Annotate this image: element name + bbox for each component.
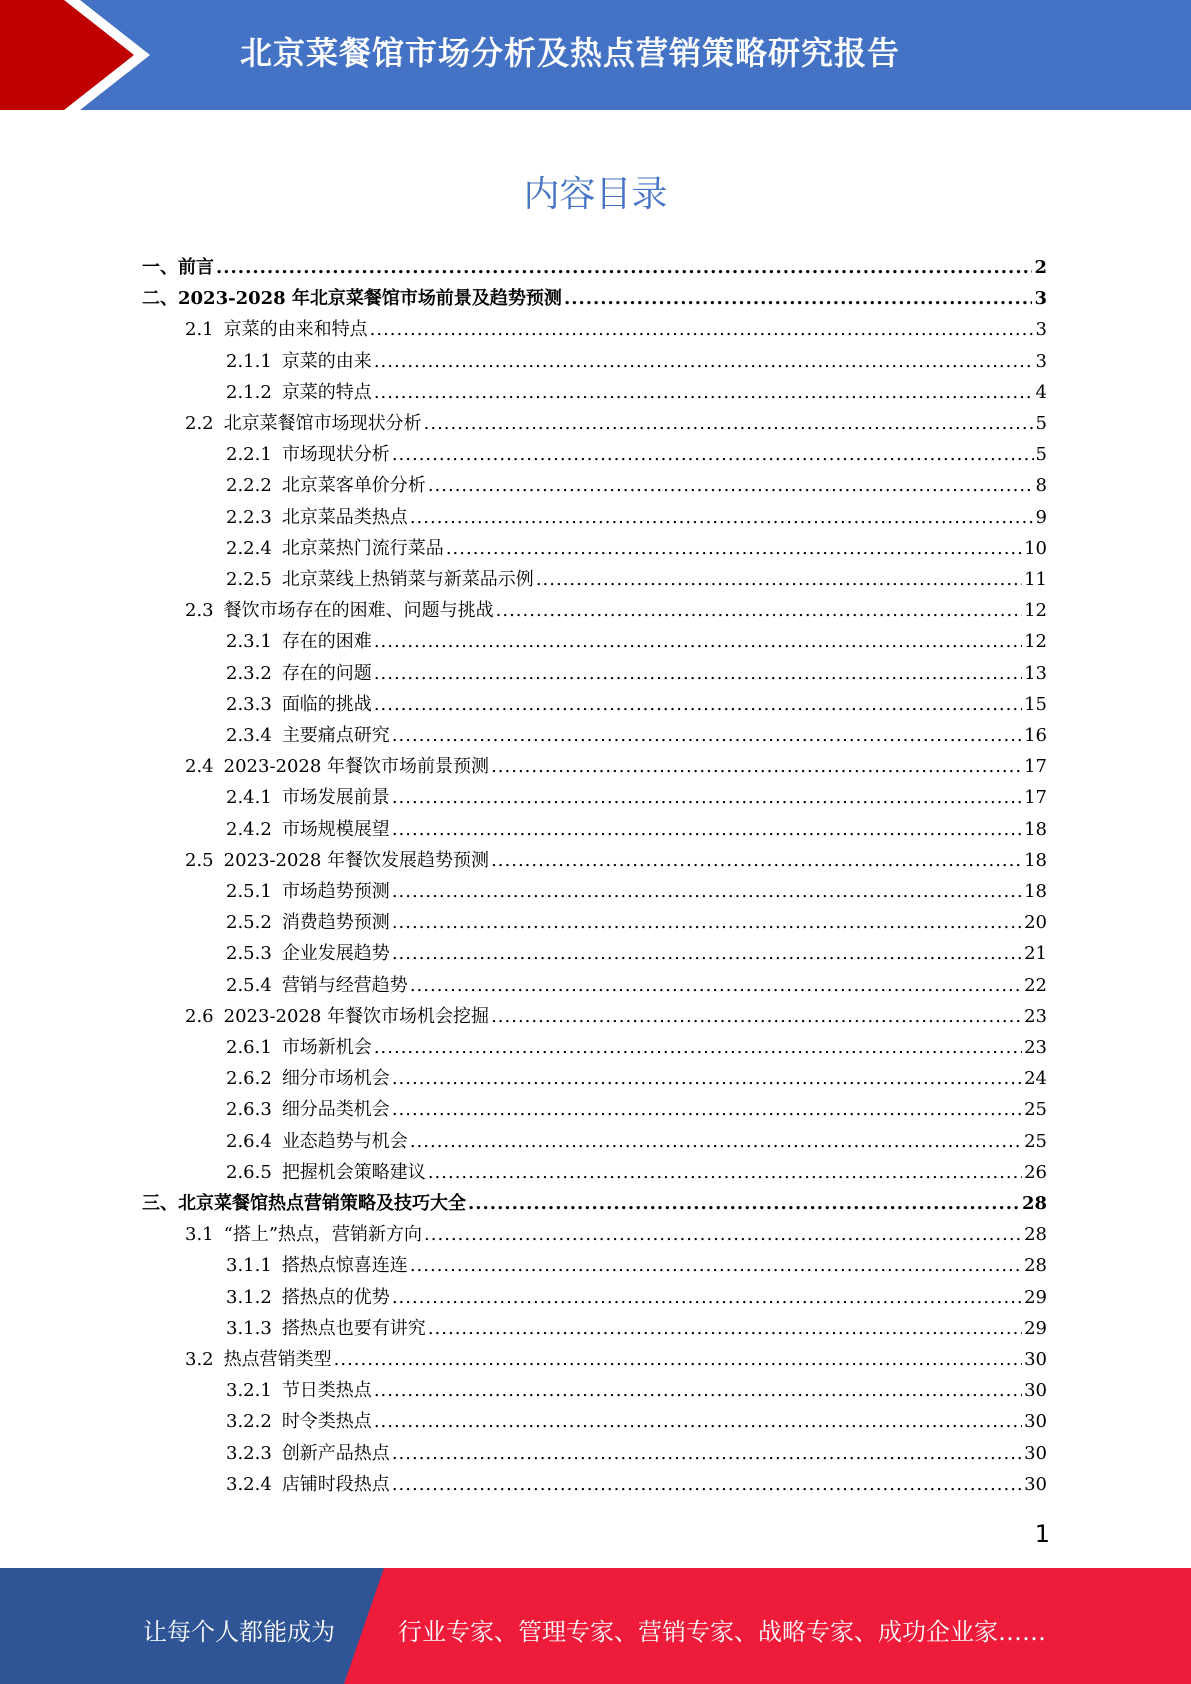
toc-entry[interactable] [185, 846, 1047, 877]
toc-entry-number: 2.5.1 [226, 881, 272, 902]
toc-entry[interactable] [142, 253, 1047, 284]
toc-dot-leader [428, 475, 1034, 496]
toc-entry-page: 3 [1035, 319, 1047, 341]
toc-dot-leader [468, 1193, 1020, 1214]
toc-entry-number: 3.1.3 [226, 1317, 272, 1339]
toc-entry-number: 三、 [142, 1193, 178, 1214]
toc-entry-number: 一、 [142, 257, 178, 278]
toc-entry-title: 创新产品热点 [281, 1442, 390, 1464]
toc-entry-title: 时令类热点 [281, 1411, 372, 1433]
toc-entry[interactable] [226, 627, 1047, 658]
toc-dot-leader [216, 257, 1032, 278]
toc-dot-leader [374, 1037, 1022, 1058]
toc-entry-page: 11 [1024, 569, 1047, 590]
toc-entry-page: 5 [1035, 413, 1047, 434]
toc-entry[interactable] [226, 939, 1047, 970]
toc-entry-title: 2023-2028 年餐饮市场前景预测 [223, 756, 490, 778]
toc-entry-number: 2.3.2 [226, 662, 272, 684]
toc-entry-title: 京菜的由来 [281, 350, 372, 372]
toc-entry-page: 3 [1034, 288, 1047, 310]
toc-entry-page: 30 [1024, 1473, 1047, 1495]
toc-dot-leader [496, 600, 1022, 621]
toc-dot-leader [392, 1287, 1022, 1308]
toc-entry-title: 搭热点的优势 [281, 1286, 390, 1308]
toc-dot-leader [491, 1006, 1022, 1027]
toc-entry-page: 17 [1024, 787, 1047, 809]
toc-entry[interactable] [226, 1251, 1047, 1282]
report-title: 北京菜餐馆市场分析及热点营销策略研究报告 [240, 34, 901, 72]
toc-entry-number: 2.4.2 [226, 818, 272, 840]
page-number: 1 [1034, 1520, 1050, 1548]
toc-entry-page: 24 [1024, 1068, 1047, 1090]
toc-heading: 内容目录 [523, 174, 668, 215]
toc-dot-leader [392, 881, 1022, 902]
toc-entry[interactable] [226, 1095, 1047, 1126]
toc-entry[interactable] [226, 534, 1047, 565]
header-arrow-icon [0, 0, 160, 110]
toc-entry[interactable] [185, 315, 1047, 346]
toc-entry-number: 二、 [142, 288, 178, 310]
toc-dot-leader [564, 288, 1033, 309]
toc-entry-number: 2.6.3 [226, 1099, 272, 1121]
toc-entry-title: 北京菜热门流行菜品 [281, 537, 444, 559]
toc-entry-page: 5 [1035, 444, 1047, 466]
toc-entry[interactable] [226, 815, 1047, 846]
toc-entry-page: 3 [1035, 350, 1047, 372]
toc-entry-title: 前言 [178, 257, 214, 278]
toc-entry-number: 2.4.1 [226, 787, 272, 809]
toc-entry-page: 15 [1024, 693, 1047, 715]
toc-entry-page: 21 [1024, 943, 1047, 965]
toc-entry-number: 3.2.4 [226, 1473, 272, 1495]
toc-entry-title: 营销与经营趋势 [281, 974, 408, 996]
toc-entry[interactable] [185, 1345, 1047, 1376]
toc-entry-number: 3.1.2 [226, 1286, 272, 1308]
toc-entry[interactable] [226, 659, 1047, 690]
toc-dot-leader [491, 850, 1022, 871]
toc-entry-number: 2.6.4 [226, 1130, 272, 1152]
toc-entry-title: 市场现状分析 [281, 444, 390, 466]
toc-entry-number: 3.2.2 [226, 1411, 272, 1433]
toc-entry-number: 3.1 [185, 1224, 214, 1246]
toc-entry-number: 2.6.1 [226, 1037, 272, 1058]
toc-entry-title: 存在的困难 [281, 631, 372, 653]
toc-entry-page: 29 [1024, 1317, 1047, 1339]
toc-entry-number: 2.1 [185, 319, 214, 341]
toc-entry-title: 把握机会策略建议 [281, 1161, 426, 1183]
toc-entry-title: “搭上”热点，营销新方向 [223, 1224, 423, 1246]
toc-entry[interactable] [226, 721, 1047, 752]
toc-entry[interactable] [185, 596, 1047, 627]
toc-dot-leader [424, 1224, 1022, 1245]
toc-entry-title: 市场发展前景 [281, 787, 390, 809]
toc-entry-number: 3.1.1 [226, 1255, 272, 1277]
toc-dot-leader [374, 1411, 1022, 1432]
toc-entry[interactable] [226, 378, 1047, 409]
toc-dot-leader [374, 1380, 1022, 1401]
toc-entry-number: 2.5 [185, 849, 214, 871]
toc-dot-leader [392, 1099, 1022, 1120]
footer-slogan-right: 行业专家、管理专家、营销专家、战略专家、成功企业家…… [398, 1618, 1046, 1646]
toc-entry-number: 2.6.5 [226, 1161, 272, 1183]
toc-dot-leader [392, 1474, 1022, 1495]
toc-entry-page: 9 [1035, 506, 1047, 528]
toc-dot-leader [428, 1162, 1022, 1183]
toc-entry-title: 市场新机会 [281, 1037, 372, 1058]
toc-entry-title: 消费趋势预测 [281, 912, 390, 934]
toc-entry-title: 2023-2028 年餐饮发展趋势预测 [223, 849, 490, 871]
toc-entry-title: 餐饮市场存在的困难、问题与挑战 [223, 600, 494, 622]
footer-band [0, 1568, 1191, 1684]
toc-entry-page: 30 [1024, 1349, 1047, 1370]
toc-entry[interactable] [185, 752, 1047, 783]
toc-entry[interactable] [185, 1220, 1047, 1251]
toc-entry-number: 2.3 [185, 600, 214, 622]
footer-slogan-left: 让每个人都能成为 [143, 1618, 335, 1646]
toc-entry-page: 30 [1024, 1411, 1047, 1433]
toc-entry[interactable] [142, 1189, 1047, 1220]
toc-entry-title: 京菜的由来和特点 [223, 319, 368, 341]
toc-dot-leader [374, 631, 1022, 652]
toc-entry[interactable] [226, 1470, 1047, 1501]
toc-entry-title: 市场规模展望 [281, 818, 390, 840]
toc-dot-leader [446, 538, 1022, 559]
toc-entry-title: 搭热点也要有讲究 [281, 1317, 426, 1339]
toc-entry-title: 企业发展趋势 [281, 943, 390, 965]
toc-entry-title: 节日类热点 [281, 1380, 372, 1402]
toc-entry-page: 25 [1024, 1099, 1047, 1121]
toc-entry-page: 10 [1024, 537, 1047, 559]
toc-dot-leader [491, 756, 1022, 777]
toc-entry-page: 26 [1024, 1161, 1047, 1183]
toc-entry-title: 京菜的特点 [281, 381, 372, 403]
toc-entry[interactable] [226, 1127, 1047, 1158]
toc-entry[interactable] [226, 877, 1047, 908]
toc-entry[interactable] [226, 565, 1047, 596]
toc-dot-leader [410, 1255, 1022, 1276]
toc-entry-title: 热点营销类型 [223, 1349, 332, 1370]
toc-dot-leader [392, 1443, 1022, 1464]
toc-entry-page: 22 [1024, 974, 1047, 996]
toc-dot-leader [374, 351, 1034, 372]
toc-entry[interactable] [226, 347, 1047, 378]
toc-entry-number: 2.4 [185, 756, 214, 778]
toc-entry-page: 12 [1024, 600, 1047, 622]
toc-entry-title: 业态趋势与机会 [281, 1130, 408, 1152]
toc-dot-leader [536, 569, 1022, 590]
toc-entry-page: 18 [1024, 881, 1047, 902]
toc-entry-number: 2.6 [185, 1005, 214, 1027]
toc-dot-leader [424, 413, 1034, 434]
toc-entry[interactable] [226, 1439, 1047, 1470]
toc-entry-title: 2023-2028 年北京菜餐馆市场前景及趋势预测 [178, 288, 562, 310]
toc-entry-title: 店铺时段热点 [281, 1473, 390, 1495]
toc-entry-page: 18 [1024, 818, 1047, 840]
toc-dot-leader [392, 912, 1022, 933]
toc-entry-title: 北京菜客单价分析 [281, 475, 426, 497]
toc-entry-title: 北京菜线上热销菜与新菜品示例 [281, 569, 534, 590]
toc-entry-title: 北京菜餐馆市场现状分析 [223, 413, 422, 434]
toc-entry-number: 2.5.2 [226, 912, 272, 934]
toc-entry[interactable] [226, 1064, 1047, 1095]
toc-entry-number: 2.2.5 [226, 569, 272, 590]
toc-entry-number: 2.6.2 [226, 1068, 272, 1090]
toc-entry[interactable] [226, 1407, 1047, 1438]
toc-entry-page: 12 [1024, 631, 1047, 653]
toc-dot-leader [374, 663, 1022, 684]
toc-entry-number: 3.2.1 [226, 1380, 272, 1402]
toc-entry-page: 30 [1024, 1380, 1047, 1402]
toc-entry-page: 18 [1024, 849, 1047, 871]
toc-entry-page: 28 [1024, 1224, 1047, 1246]
toc-dot-leader [392, 819, 1022, 840]
toc-entry[interactable] [226, 1033, 1047, 1064]
toc-entry-number: 2.1.2 [226, 381, 272, 403]
toc-entry-title: 2023-2028 年餐饮市场机会挖掘 [223, 1005, 490, 1027]
toc-entry-title: 细分市场机会 [281, 1068, 390, 1090]
toc-entry-page: 28 [1024, 1255, 1047, 1277]
header-band [0, 0, 1191, 110]
toc-entry-number: 2.3.1 [226, 631, 272, 653]
toc-entry-title: 市场趋势预测 [281, 881, 390, 902]
toc-entry-page: 17 [1024, 756, 1047, 778]
toc-dot-leader [392, 1068, 1022, 1089]
toc-entry-number: 2.5.3 [226, 943, 272, 965]
toc-entry-number: 2.1.1 [226, 350, 272, 372]
toc-entry[interactable] [226, 1283, 1047, 1314]
toc-entry[interactable] [226, 1314, 1047, 1345]
toc-entry-number: 2.3.4 [226, 725, 272, 746]
toc-dot-leader [374, 382, 1034, 403]
toc-entry[interactable] [226, 971, 1047, 1002]
toc-entry-number: 2.3.3 [226, 693, 272, 715]
toc-entry[interactable] [185, 409, 1047, 440]
toc-entry-title: 主要痛点研究 [281, 725, 390, 746]
toc-dot-leader [410, 975, 1022, 996]
toc-entry[interactable] [142, 284, 1047, 315]
toc-entry[interactable] [226, 1158, 1047, 1189]
toc-entry-title: 北京菜品类热点 [281, 506, 408, 528]
toc-entry[interactable] [226, 783, 1047, 814]
toc-dot-leader [410, 507, 1034, 528]
toc-entry-page: 23 [1024, 1037, 1047, 1058]
toc-entry-page: 2 [1034, 257, 1047, 278]
toc-entry-page: 25 [1024, 1130, 1047, 1152]
toc-entry-number: 2.5.4 [226, 974, 272, 996]
toc-entry-title: 搭热点惊喜连连 [281, 1255, 408, 1277]
toc-entry[interactable] [226, 1376, 1047, 1407]
toc-entry-page: 23 [1024, 1005, 1047, 1027]
toc-entry[interactable] [226, 440, 1047, 471]
toc-dot-leader [370, 319, 1034, 340]
toc-entry-page: 20 [1024, 912, 1047, 934]
toc-dot-leader [410, 1131, 1022, 1152]
toc-entry-page: 16 [1024, 725, 1047, 746]
toc-entry-title: 细分品类机会 [281, 1099, 390, 1121]
toc-entry[interactable] [226, 690, 1047, 721]
toc-dot-leader [428, 1318, 1022, 1339]
toc-entry[interactable] [226, 471, 1047, 502]
toc-entry-number: 2.2.4 [226, 537, 272, 559]
toc-entry-page: 13 [1024, 662, 1047, 684]
toc-entry[interactable] [226, 908, 1047, 939]
toc-dot-leader [392, 787, 1022, 808]
toc-entry-number: 3.2 [185, 1349, 214, 1370]
toc-entry-number: 2.2.3 [226, 506, 272, 528]
toc-entry[interactable] [226, 503, 1047, 534]
toc-entry-number: 2.2.2 [226, 475, 272, 497]
toc-entry-title: 面临的挑战 [281, 693, 372, 715]
toc-dot-leader [392, 943, 1022, 964]
toc-entry-page: 30 [1024, 1442, 1047, 1464]
toc-entry-number: 2.2.1 [226, 444, 272, 466]
toc-entry-number: 3.2.3 [226, 1442, 272, 1464]
toc-entry-number: 2.2 [185, 413, 214, 434]
toc-entry-title: 北京菜餐馆热点营销策略及技巧大全 [178, 1193, 466, 1214]
toc-dot-leader [392, 725, 1022, 746]
toc-dot-leader [392, 444, 1034, 465]
toc-entry-page: 8 [1035, 475, 1047, 497]
toc-dot-leader [334, 1349, 1022, 1370]
toc-entry-page: 29 [1024, 1286, 1047, 1308]
toc-dot-leader [374, 694, 1022, 715]
toc-entry[interactable] [185, 1002, 1047, 1033]
toc-entry-page: 4 [1035, 381, 1047, 403]
toc-entry-title: 存在的问题 [281, 662, 372, 684]
toc-entry-page: 28 [1021, 1193, 1047, 1214]
